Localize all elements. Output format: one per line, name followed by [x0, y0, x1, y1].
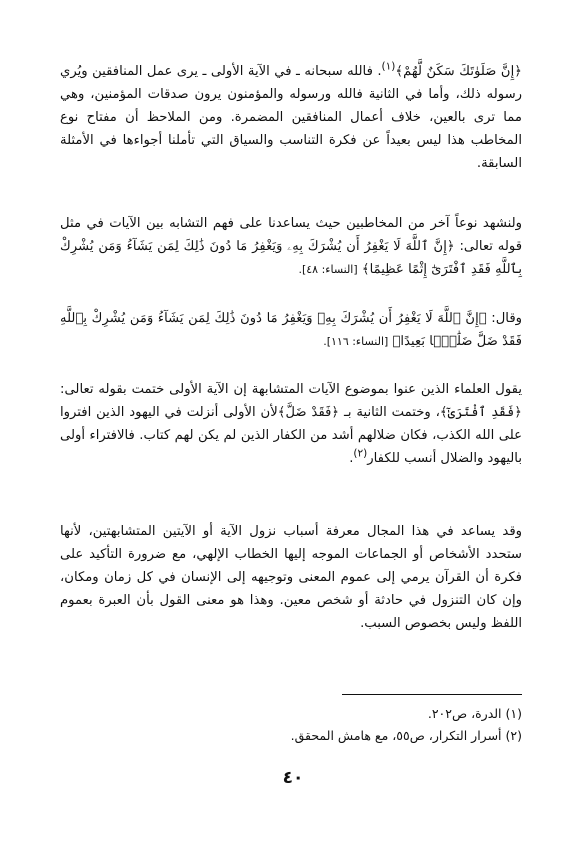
paragraph-text: لأن الأولى أنزلت في اليهود الذين افتروا على الله الكذب، فكان ضلالهم أشد من الكفار الذين لم يكن لهم كتاب. فالافتراء أولى باليهود والضلال أنسب للكفار — [60, 405, 522, 466]
paragraph-text: ولنشهد نوعاً آخر من المخاطبين حيث يساعدنا على فهم التشابه بين الآيات في مثل قوله تعالى: — [60, 216, 522, 254]
quran-verse: ﴿إِنَّ صَلَوٰتَكَ سَكَنٌ لَّهُمْ﴾ — [395, 64, 522, 79]
paragraph-2 — [60, 212, 522, 281]
footnote-item: (١) الدرة، ص٢٠٢. — [427, 706, 522, 721]
footnote-mark: (٢) — [353, 447, 368, 460]
footnote-mark: (١) — [381, 60, 396, 73]
verse-reference: [النساء: ٤٨]. — [298, 263, 358, 276]
paragraph-text: وقد يساعد في هذا المجال معرفة أسباب نزول الآية أو الآيتين المتشابهتين، لأنها ستحدد الأشخاص أو الجماعات الموجه إليها الخطاب الإلهي، مع ضرورة التأكيد على فكرة أن القرآن يرمي إلى عموم المعنى وتوجيهه إلى الإنسان في كل زمان ومكان، وإن كان التنزول في حادثة أو شخص معين. وهذا هو معنى القول بأن العبرة بعموم اللفظ وليس بخصوص السبب. — [60, 524, 522, 631]
verse-reference: [النساء: ١١٦]. — [323, 335, 389, 348]
footnotes — [60, 703, 522, 747]
quran-verse: ﴿فَقَدِ ٱفْتَرَىٰٓ﴾ — [439, 405, 522, 420]
footnote-item: (٢) أسرار التكرار، ص٥٥، مع هامش المحقق. — [290, 728, 522, 743]
quran-verse: ﴿فَقَدْ ضَلَّ﴾ — [277, 405, 340, 420]
paragraph-4 — [60, 378, 522, 470]
paragraph-3 — [60, 307, 522, 353]
page-number: ٤٠ — [282, 768, 304, 788]
paragraph-text: وقال: — [491, 311, 522, 326]
paragraph-end: . — [349, 451, 354, 466]
paragraph-text: يقول العلماء الذين عنوا بموضوع الآيات المتشابهة إن الآية الأولى ختمت بقوله تعالى: — [60, 382, 522, 397]
footnote-divider — [342, 694, 522, 695]
paragraph-1 — [60, 60, 522, 175]
paragraph-text: ، وختمت الثانية بـ — [344, 405, 440, 420]
paragraph-text: . فالله سبحانه ـ في الآية الأولى ـ يرى عمل المنافقين ويُري رسوله ذلك، وأما في الثانية فالله ورسوله والمؤمنون يرون صدقات المؤمنين، وهي مما ترى بالعين، خلاف أعمال المنافقين المضمرة. ومن الملاحظ أن مفتاح نوع المخاطب هذا ليس بعيداً عن فكرة التناسب والسياق التي تأملنا أجواءها في الأمثلة السابقة. — [60, 64, 522, 171]
paragraph-5 — [60, 520, 522, 635]
quran-verse: ﴿إِنَّ ٱللَّهَ لَا يَغْفِرُ أَن يُشْرَكَ بِهِۦ وَيَغْفِرُ مَا دُونَ ذَٰلِكَ لِمَن يَشَآءُ وَمَن يُشْرِكْ بِٱللَّهِ فَقَدِ ٱفْتَرَىٰٓ إِثْمًا عَظِيمًا﴾ — [60, 239, 522, 277]
quran-verse: ﴿إِنَّ ٱللَّهَ لَا يَغْفِرُ أَن يُشْرَكَ بِهِۦ وَيَغْفِرُ مَا دُونَ ذَٰلِكَ لِمَن يَشَآءُ وَمَن يُشْرِكْ بِٱللَّهِ فَقَدْ ضَلَّ ضَلَٰلًۢا بَعِيدًا﴾ — [60, 311, 522, 349]
